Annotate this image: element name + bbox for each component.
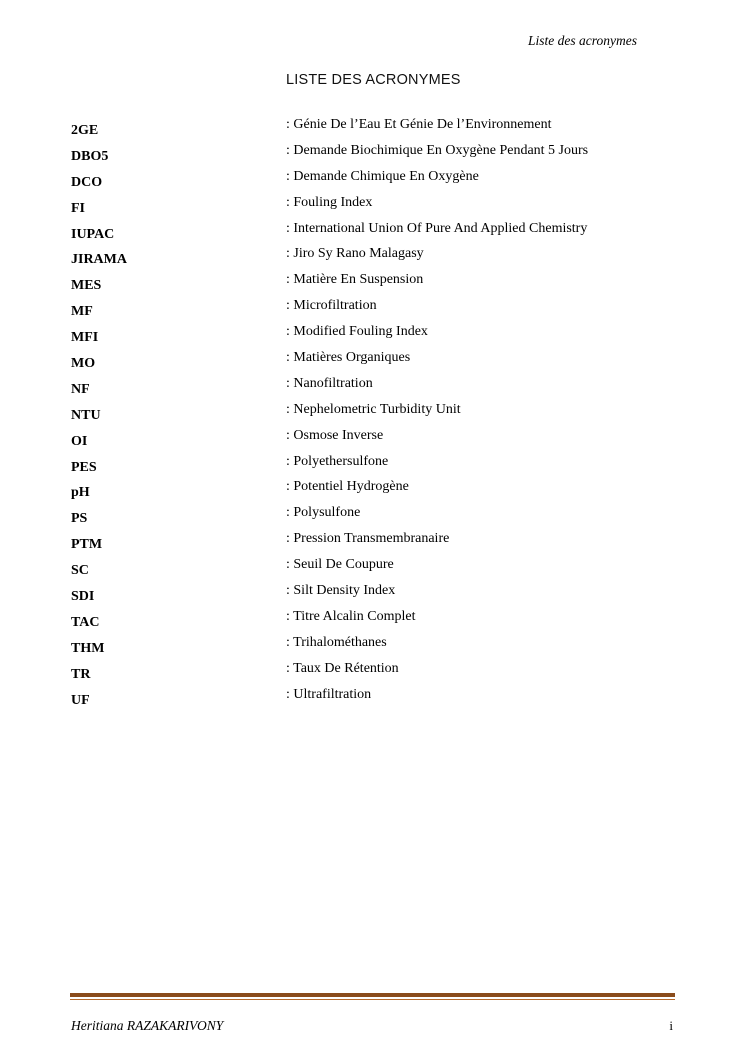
acronym-definition: : Potentiel Hydrogène	[286, 479, 409, 495]
acronym-definition: : International Union Of Pure And Applied Chemistry	[286, 220, 588, 236]
acronym-row	[0, 454, 745, 480]
acronym-term: IUPAC	[71, 226, 115, 242]
acronym-term: PTM	[71, 537, 103, 553]
acronym-definition: : Génie De l’Eau Et Génie De l’Environnement	[286, 117, 552, 132]
acronym-row	[0, 221, 745, 247]
acronym-term: FI	[71, 200, 85, 216]
acronym-definition: : Pression Transmembranaire	[286, 531, 450, 547]
acronym-term: SDI	[71, 589, 95, 605]
acronym-definition: : Nephelometric Turbidity Unit	[286, 401, 461, 417]
acronym-term: NF	[71, 381, 90, 397]
acronym-row	[0, 479, 745, 505]
acronym-definition: : Taux De Rétention	[286, 660, 399, 676]
acronym-definition: : Titre Alcalin Complet	[286, 608, 416, 624]
acronym-term: DCO	[71, 174, 103, 190]
acronym-row	[0, 531, 745, 557]
acronym-definition: : Matières Organiques	[286, 350, 411, 366]
acronym-row	[0, 505, 745, 531]
acronym-row	[0, 402, 745, 428]
acronym-definition: : Polysulfone	[286, 505, 361, 521]
page-title: LISTE DES ACRONYMES	[286, 72, 461, 88]
acronym-term: MF	[71, 304, 93, 320]
acronym-row	[0, 324, 745, 350]
acronym-definition: : Ultrafiltration	[286, 686, 372, 702]
acronym-definition: : Fouling Index	[286, 194, 373, 210]
running-header: Liste des acronymes	[528, 33, 637, 48]
acronym-row	[0, 376, 745, 402]
acronym-row	[0, 428, 745, 454]
acronym-row	[0, 195, 745, 221]
acronym-row	[0, 687, 745, 713]
acronym-definition: : Nanofiltration	[286, 375, 373, 391]
acronym-definition: : Seuil De Coupure	[286, 557, 394, 573]
acronym-definition: : Silt Density Index	[286, 583, 396, 599]
acronym-term: MO	[71, 356, 96, 372]
acronym-term: 2GE	[71, 123, 99, 138]
acronym-term: JIRAMA	[71, 252, 127, 268]
acronym-row	[0, 635, 745, 661]
acronym-definition: : Osmose Inverse	[286, 427, 384, 443]
acronym-row	[0, 557, 745, 583]
acronym-definition: : Demande Biochimique En Oxygène Pendant 5 Jours	[286, 142, 589, 158]
acronym-row	[0, 583, 745, 609]
acronym-row	[0, 169, 745, 195]
acronym-definition: : Trihalométhanes	[286, 634, 387, 650]
acronym-row	[0, 298, 745, 324]
acronym-row	[0, 609, 745, 635]
acronym-row	[0, 117, 745, 143]
acronym-term: MES	[71, 278, 102, 294]
acronym-term: TAC	[71, 614, 100, 630]
acronym-term: pH	[71, 485, 90, 501]
acronym-term: OI	[71, 433, 88, 449]
acronym-list	[0, 117, 745, 712]
acronym-row	[0, 661, 745, 687]
acronym-term: MFI	[71, 330, 99, 346]
acronym-definition: : Modified Fouling Index	[286, 324, 428, 340]
acronym-row	[0, 246, 745, 272]
acronym-row	[0, 143, 745, 169]
acronym-definition: : Matière En Suspension	[286, 272, 424, 288]
acronym-row	[0, 272, 745, 298]
footer-author: Heritiana RAZAKARIVONY	[71, 1018, 224, 1033]
page-number: i	[669, 1018, 673, 1033]
acronym-definition: : Jiro Sy Rano Malagasy	[286, 246, 424, 262]
acronym-term: UF	[71, 692, 90, 708]
acronym-term: TR	[71, 666, 91, 682]
acronym-row	[0, 350, 745, 376]
acronym-term: PES	[71, 459, 97, 475]
acronym-definition: : Polyethersulfone	[286, 453, 389, 469]
footer-divider	[70, 993, 675, 1000]
acronym-definition: : Microfiltration	[286, 298, 377, 314]
acronym-definition: : Demande Chimique En Oxygène	[286, 168, 479, 184]
acronym-term: PS	[71, 511, 88, 527]
acronym-term: SC	[71, 563, 89, 579]
acronym-term: DBO5	[71, 148, 109, 164]
acronym-term: THM	[71, 640, 105, 656]
acronym-term: NTU	[71, 407, 101, 423]
